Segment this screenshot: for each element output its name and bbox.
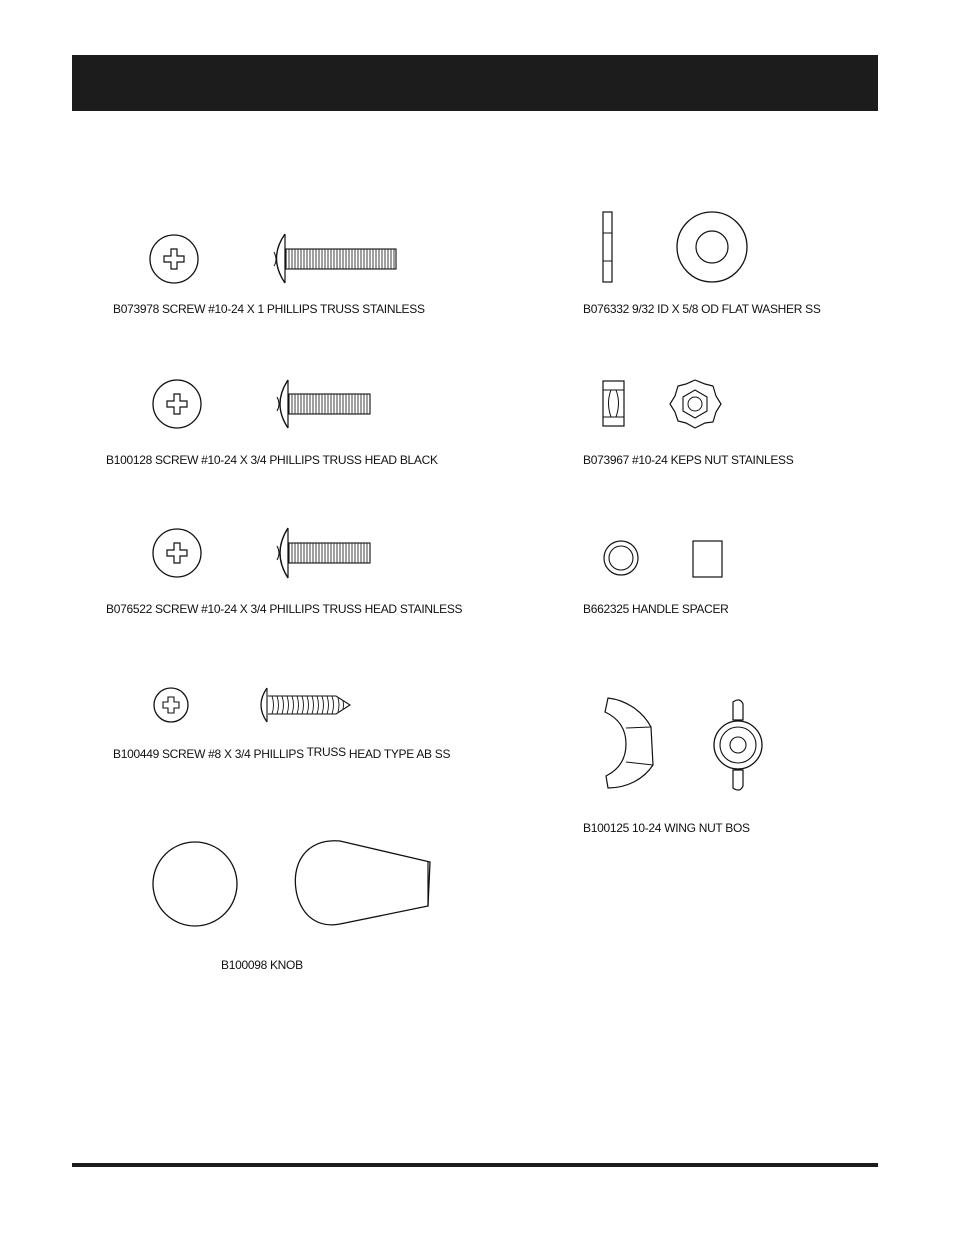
- part-label-b100098: B100098 KNOB: [221, 958, 303, 972]
- part-label-b073978: B073978 SCREW #10-24 X 1 PHILLIPS TRUSS STAINLESS: [113, 302, 425, 316]
- header-bar: [72, 55, 878, 111]
- part-label-b100449-a: B100449 SCREW #8 X 3/4 PHILLIPS: [113, 747, 304, 761]
- part-label-b076332: B076332 9/32 ID X 5/8 OD FLAT WASHER SS: [583, 302, 821, 316]
- part-label-b076522: B076522 SCREW #10-24 X 3/4 PHILLIPS TRUSS HEAD STAINLESS: [106, 602, 463, 616]
- footer-rule: [72, 1163, 878, 1167]
- part-label-b662325: B662325 HANDLE SPACER: [583, 602, 729, 616]
- part-label-b100449-c: HEAD TYPE AB SS: [348, 747, 451, 761]
- part-label-b100449-b: TRUSS: [306, 745, 346, 759]
- part-label-b100449: [113, 747, 450, 761]
- part-label-b100128: B100128 SCREW #10-24 X 3/4 PHILLIPS TRUSS HEAD BLACK: [106, 453, 438, 467]
- part-label-b100125: B100125 10-24 WING NUT BOS: [583, 821, 750, 835]
- part-label-b073967: B073967 #10-24 KEPS NUT STAINLESS: [583, 453, 794, 467]
